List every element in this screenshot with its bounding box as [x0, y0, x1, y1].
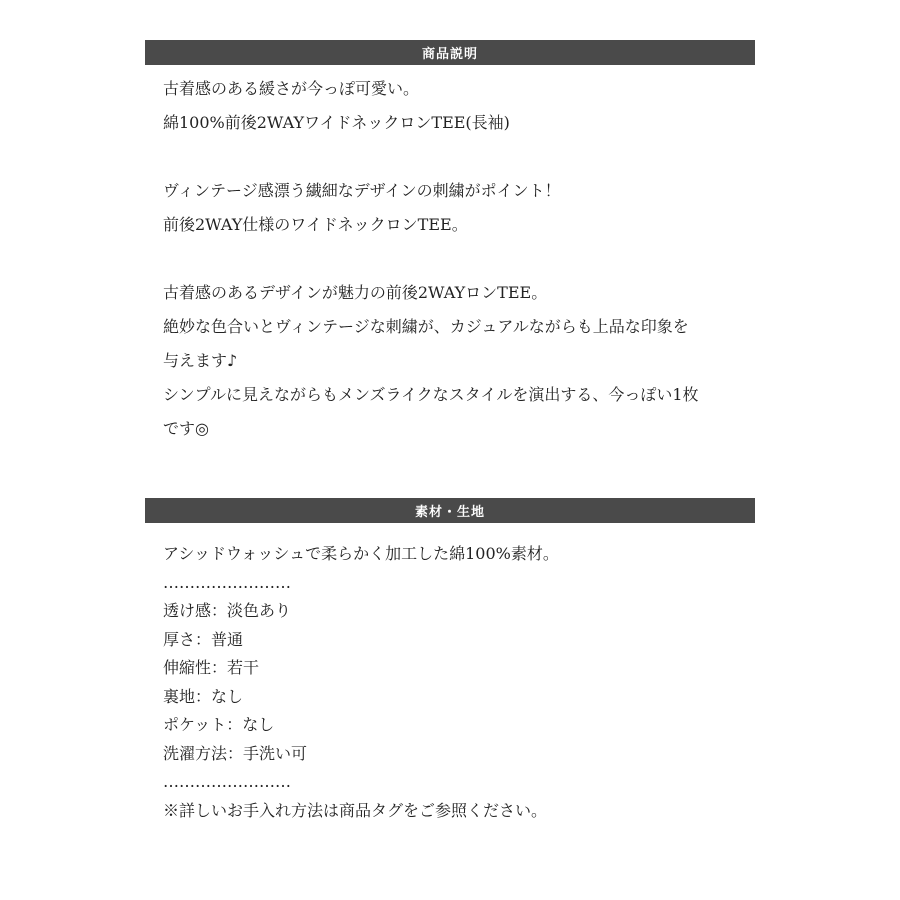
description-line: シンプルに見えながらもメンズライクなスタイルを演出する、今っぽい1枚: [163, 385, 699, 404]
description-line: 絶妙な色合いとヴィンテージな刺繍が、カジュアルながらも上品な印象を: [163, 317, 689, 336]
material-text-block: [163, 540, 755, 825]
material-header-label: 素材・生地: [414, 505, 485, 520]
material-line: 厚さ：普通: [163, 629, 244, 649]
description-line: 古着感のある緩さが今っぽ可愛い。: [163, 79, 420, 98]
description-line: [163, 140, 755, 174]
description-line: 古着感のあるデザインが魅力の前後2WAYロンTEE。: [163, 283, 548, 302]
description-line: 前後2WAY仕様のワイドネックロンTEE。: [163, 215, 468, 234]
description-text-block: [163, 72, 755, 446]
care-note: ※詳しいお手入れ方法は商品タグをご参照ください。: [163, 800, 548, 820]
description-section-header: [145, 40, 755, 65]
description-line: [163, 242, 755, 276]
description-line: ヴィンテージ感漂う繊細なデザインの刺繍がポイント！: [163, 181, 561, 200]
material-line: アシッドウォッシュで柔らかく加工した綿100%素材。: [163, 544, 559, 563]
description-header-label: 商品説明: [421, 47, 478, 62]
material-line: ポケット：なし: [163, 715, 275, 734]
dotted-divider: ……………………: [163, 572, 291, 592]
material-line: 裏地：なし: [163, 686, 244, 706]
description-line: 綿100%前後2WAYワイドネックロンTEE(長袖): [163, 113, 510, 132]
material-line: 透け感：淡色あり: [163, 601, 292, 620]
description-line: 与えます♪: [163, 351, 238, 370]
material-section-header: [145, 498, 755, 523]
material-line: 洗濯方法：手洗い可: [163, 743, 308, 763]
dotted-divider: ……………………: [163, 772, 291, 791]
material-line: 伸縮性：若干: [163, 658, 260, 677]
description-line: です◎: [163, 419, 209, 438]
